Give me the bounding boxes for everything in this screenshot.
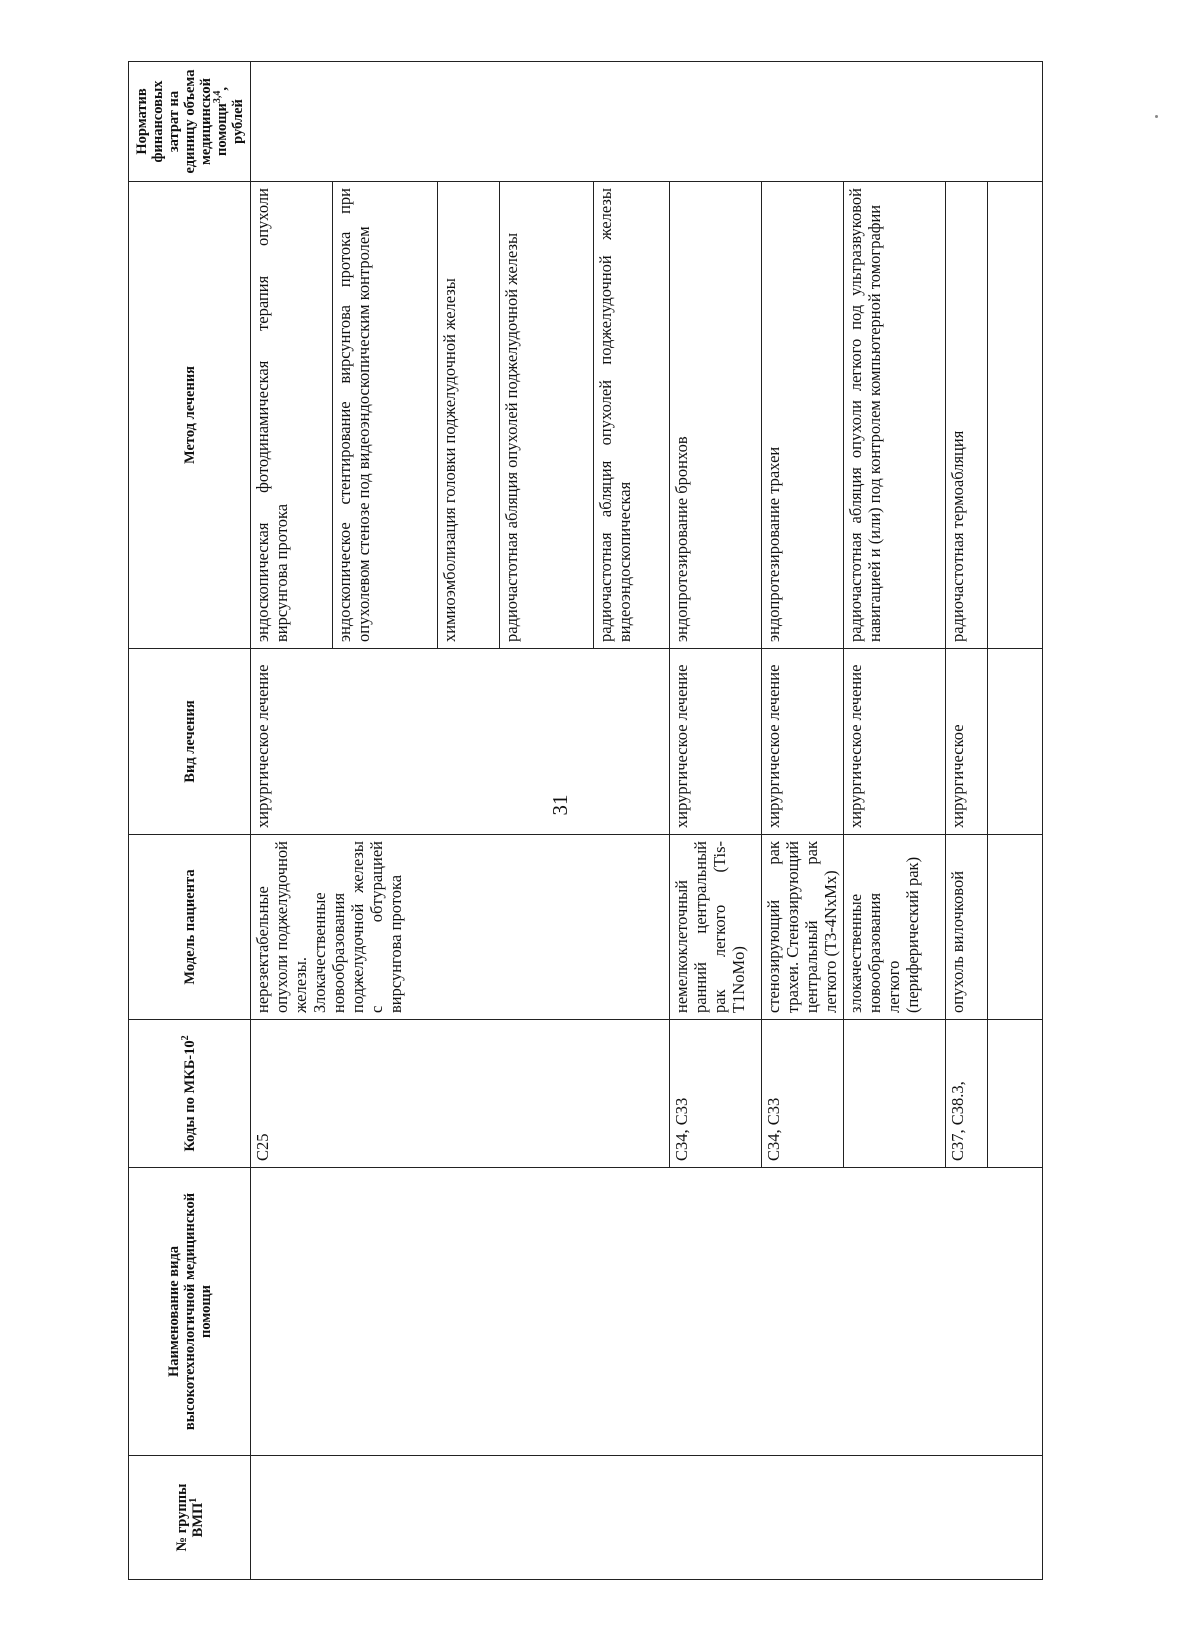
method-cell: радиочастотная абляция опухолей поджелудочной железы — [500, 182, 594, 649]
filler-cell — [988, 182, 1043, 649]
code-cell: C25 — [251, 1020, 670, 1168]
filler-cell — [988, 1020, 1043, 1168]
vmp-table — [128, 61, 1043, 1580]
method-cell: эндопротезирование трахеи — [762, 182, 844, 649]
header-row — [129, 62, 251, 1580]
model-cell: немелкоклеточный ранний центральный рак легкого (Tis-T1NoMo) — [670, 835, 762, 1020]
header-group-no: № группы ВМП$^1$ — [129, 1456, 251, 1580]
scan-speck — [1155, 115, 1158, 118]
type-cell: хирургическое лечение — [251, 649, 670, 835]
type-cell: хирургическое лечение — [844, 649, 946, 835]
header-type: Вид лечения — [129, 649, 251, 835]
code-cell: C34, C33 — [670, 1020, 762, 1168]
page-number: 31 — [548, 794, 572, 816]
method-cell: радиочастотная абляция опухолей поджелудочной железы видеоэндоскопическая — [594, 182, 670, 649]
table-row — [251, 62, 333, 1580]
header-model: Модель пациента — [129, 835, 251, 1020]
code-cell: C37, C38.3, — [946, 1020, 988, 1168]
type-cell: хирургическое лечение — [670, 649, 762, 835]
header-norm: Норматив финансовых затрат на единицу объема медицинской помощи$^{3,4}$, рублей — [129, 62, 251, 182]
filler-cell — [988, 649, 1043, 835]
code-cell-empty — [844, 1020, 946, 1168]
header-name: Наименование вида высокотехнологичной медицинской помощи — [129, 1168, 251, 1456]
method-cell: химиоэмболизация головки поджелудочной железы — [438, 182, 500, 649]
model-cell: злокачественные новообразования легкого (периферический рак) — [844, 835, 946, 1020]
type-cell: хирургическое — [946, 649, 988, 835]
method-cell: эндоскопическое стентирование вирсунгова протока при опухолевом стенозе под видеоэндоскопическим контролем — [333, 182, 438, 649]
filler-cell — [988, 835, 1043, 1020]
header-codes: Коды по МКБ-$10^2$ — [129, 1020, 251, 1168]
model-cell: опухоль вилочковой — [946, 835, 988, 1020]
model-cell: стенозирующий рак трахеи. Стенозирующий центральный рак легкого (T3-4NxMx) — [762, 835, 844, 1020]
method-cell: радиочастотная абляция опухоли легкого под ультразвуковой навигацией и (или) под контролем компьютерной томографии — [844, 182, 946, 649]
method-cell: радиочастотная термоабляция — [946, 182, 988, 649]
norm-cell — [251, 62, 1043, 182]
header-method: Метод лечения — [129, 182, 251, 649]
code-cell: C34, C33 — [762, 1020, 844, 1168]
type-cell: хирургическое лечение — [762, 649, 844, 835]
model-cell: нерезектабельные опухоли поджелудочной железы. Злокачественные новообразования поджелудочной железы с обтурацией вирсунгова протока — [251, 835, 670, 1020]
method-cell: эндоскопическая фотодинамическая терапия опухоли вирсунгова протока — [251, 182, 333, 649]
method-cell: эндопротезирование бронхов — [670, 182, 762, 649]
name-cell — [251, 1168, 1043, 1456]
rotated-table-wrapper — [128, 62, 1042, 1580]
group-no-cell — [251, 1456, 1043, 1580]
